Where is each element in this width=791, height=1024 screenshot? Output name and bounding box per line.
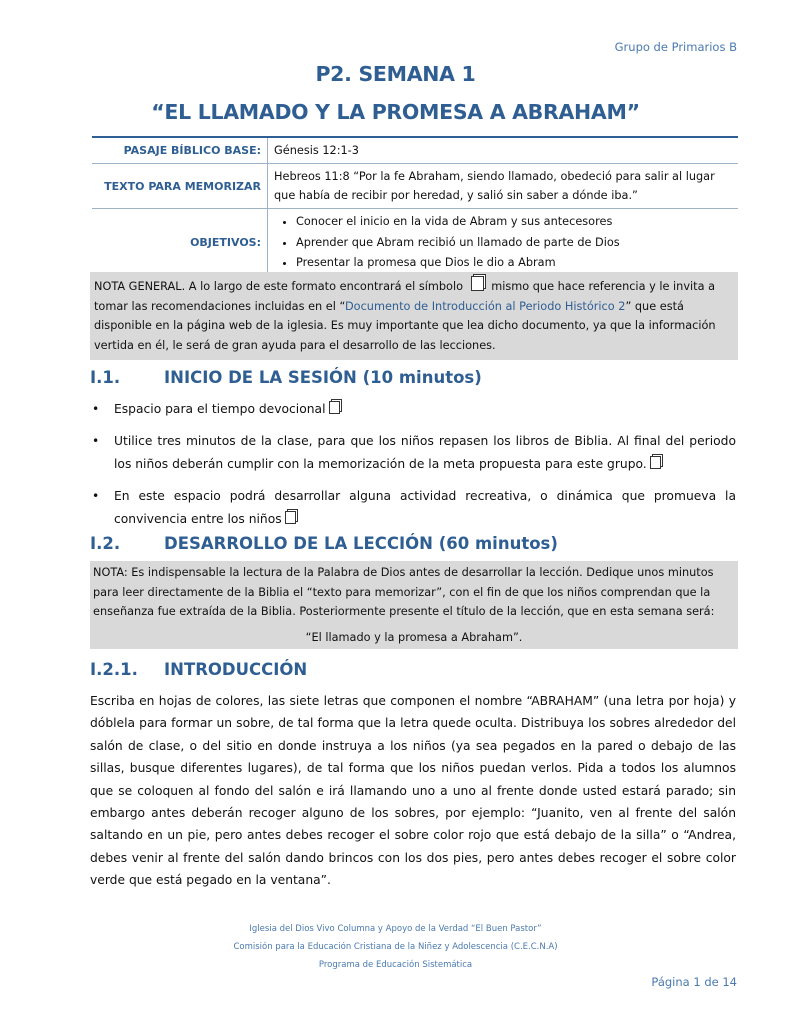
nota-general-box: [90, 272, 738, 360]
inicio-bullet-list: [90, 398, 736, 540]
objetivo-item: • Presentar la promesa que Dios le dio a Abram: [296, 253, 732, 274]
introduccion-paragraph: Escriba en hojas de colores, las siete letras que componen el nombre “ABRAHAM” (una letra por hoja) y dóblela para formar un sobre, de tal forma que la letra quede oculta. Distribuya los sobres alrededor del salón de clase, o del sitio en donde instruya a los niños (ya sea pegados en la pared o debajo de las sillas, busque diferentes lugares), de tal forma que los niños puedan verlos. Pida a todos los alumnos que se coloquen al fondo del salón e irá llamando uno a uno al frente donde usted estará parado; sin embargo antes deberán recoger alguno de los sobres, por ejemplo: “Juanito, ven al frente del salón saltando en un pie, pero antes debes recoger el sobre color rojo que está debajo de la silla” o “Andrea, debes venir al frente del salón dando brincos con los dos pies, pero antes debes recoger el sobre color verde que está pegado en la ventana”.: [90, 694, 736, 888]
nota-general-text-1: NOTA GENERAL. A lo largo de este formato encontrará el símbolo: [94, 280, 464, 293]
list-item: [90, 485, 736, 531]
section-title: DESARROLLO DE LA LECCIÓN (60 minutos): [164, 534, 558, 553]
texto-memorizar-label: TEXTO PARA MEMORIZAR: [92, 164, 268, 209]
nota-desarrollo-text: NOTA: Es indispensable la lectura de la Palabra de Dios antes de desarrollar la lección. Dedique unos minutos para leer directamente de la Biblia el “texto para memorizar”, con el fin de que los niños comprendan que la enseñanza fue extraída de la Biblia. Posteriormente presente el título de la lección, que en esta semana será:: [93, 566, 715, 618]
nota-general-text-3: ” que está disponible en la página web de la iglesia. Es muy importante que lea dicho documento, ya que la información vertida en él, le será de gran ayuda para el desarrollo de las lecciones.: [94, 299, 716, 353]
section-title: INICIO DE LA SESIÓN (10 minutos): [164, 368, 482, 387]
footer-line-2: Comisión para la Educación Cristiana de la Niñez y Adolescencia (C.E.C.N.A): [233, 942, 558, 952]
section-title: INTRODUCCIÓN: [164, 660, 308, 679]
document-icon: [329, 401, 340, 414]
document-icon: [650, 456, 661, 469]
lesson-title: “EL LLAMADO Y LA PROMESA A ABRAHAM”: [151, 100, 640, 124]
bullet-text: Utilice tres minutos de la clase, para que los niños repasen los libros de Biblia. Al final del periodo los niños deberán cumplir con la memorización de la meta propuesta para este grupo.: [114, 434, 736, 471]
page-number: Página 1 de 14: [651, 975, 737, 989]
nota-general-text-2: mismo que hace referencia y le invita a tomar las recomendaciones incluidas en el “: [94, 280, 716, 313]
document-icon: [471, 276, 484, 291]
bullet-text: Espacio para el tiempo devocional: [114, 402, 326, 416]
section-number: I.2.1.: [90, 660, 138, 679]
section-number: I.2.: [90, 534, 121, 553]
lesson-info-table: [92, 136, 738, 279]
objetivos-label: OBJETIVOS:: [92, 209, 268, 278]
section-heading-inicio: [90, 368, 482, 387]
section-heading-desarrollo: [90, 534, 558, 553]
section-number: I.1.: [90, 368, 121, 387]
nota-lesson-title: “El llamado y la promesa a Abraham”.: [305, 630, 523, 644]
list-item: [90, 398, 736, 421]
intro-document-link[interactable]: Documento de Introducción al Periodo Histórico 2: [344, 299, 626, 313]
section-heading-introduccion: [90, 660, 307, 679]
pasaje-label: PASAJE BÍBLICO BASE:: [92, 137, 268, 164]
objetivos-cell: [268, 209, 739, 278]
objetivo-item: • Aprender que Abram recibió un llamado de parte de Dios: [296, 233, 732, 254]
footer-line-3: Programa de Educación Sistemática: [318, 960, 473, 970]
nota-desarrollo-box: [90, 561, 738, 649]
group-name: Grupo de Primarios B: [614, 40, 737, 54]
objetivo-item: • Conocer el inicio en la vida de Abram y sus antecesores: [296, 212, 732, 233]
pasaje-value: Génesis 12:1-3: [268, 137, 739, 164]
document-icon: [285, 511, 296, 524]
page-title: P2. SEMANA 1: [315, 62, 476, 86]
bullet-text: En este espacio podrá desarrollar alguna actividad recreativa, o dinámica que promueva la convivencia entre los niños: [114, 489, 736, 526]
list-item: [90, 430, 736, 476]
footer-line-1: Iglesia del Dios Vivo Columna y Apoyo de la Verdad “El Buen Pastor”: [249, 924, 542, 934]
texto-memorizar-value: Hebreos 11:8 “Por la fe Abraham, siendo llamado, obedeció para salir al lugar que había de recibir por heredad, y salió sin saber a dónde iba.”: [268, 164, 739, 209]
objetivos-list: [274, 212, 732, 274]
